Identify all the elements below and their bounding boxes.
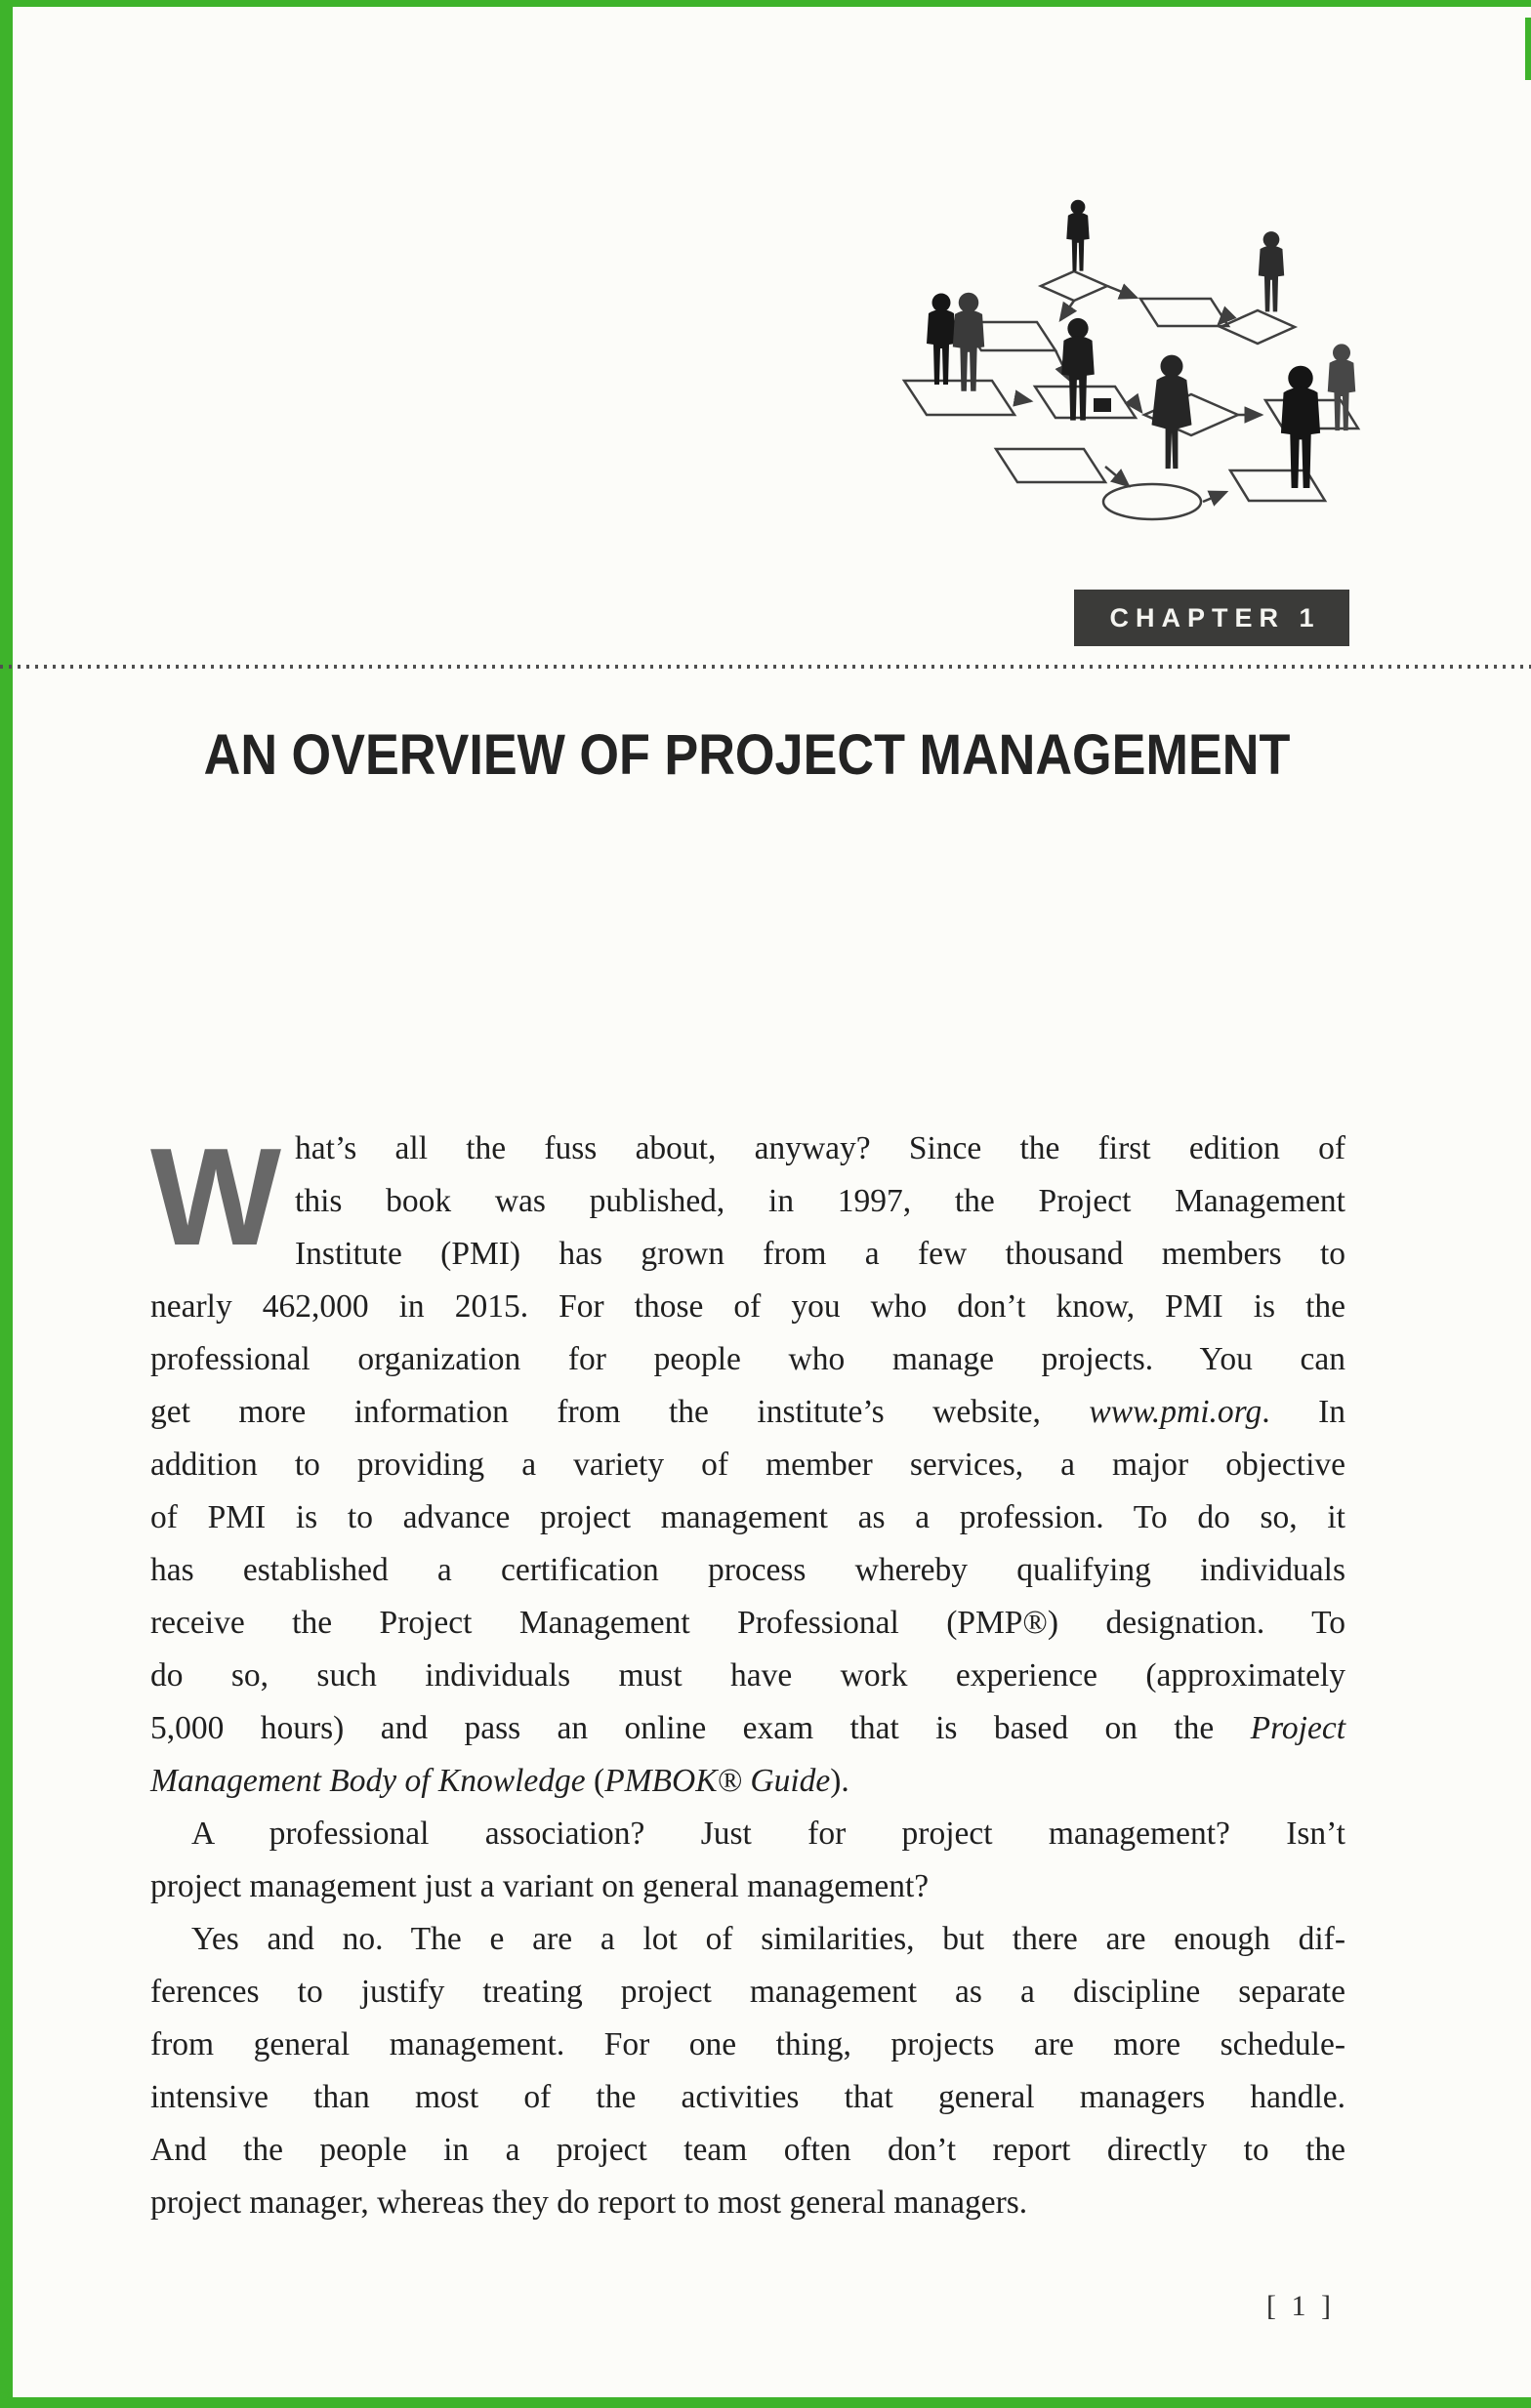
page-number: [ 1 ] <box>1266 2290 1335 2322</box>
text-line: hat’s all the fuss about, anyway? Since the first edition of <box>295 1130 1345 1166</box>
text-line <box>150 1755 1345 1808</box>
text-line: from general management. For one thing, projects are more schedule- <box>150 2026 1345 2062</box>
text-line: project management just a variant on general management? <box>150 1868 930 1904</box>
text-line: nearly 462,000 in 2015. For those of you who don’t know, PMI is the <box>150 1288 1345 1325</box>
scan-edge-left <box>0 0 13 2408</box>
scan-edge-right-tick <box>1525 18 1531 80</box>
text-segment-italic: www.pmi.org <box>1089 1394 1262 1430</box>
flowchart-people-illustration <box>848 178 1367 566</box>
text-line: Yes and no. The e are a lot of similarities, but there are enough dif- <box>191 1921 1345 1957</box>
briefcase-icon <box>1094 398 1111 412</box>
text-segment: ). <box>830 1763 849 1799</box>
text-line: receive the Project Management Professional (PMP®) designation. To <box>150 1605 1345 1641</box>
text-line: project manager, whereas they do report to most general managers. <box>150 2184 1028 2221</box>
people-silhouettes <box>927 200 1355 488</box>
text-segment: 5,000 hours) and pass an online exam that is based on the <box>150 1710 1251 1746</box>
text-line <box>150 1702 1345 1755</box>
text-line <box>150 1386 1345 1439</box>
text-line: intensive than most of the activities that general managers handle. <box>150 2079 1345 2115</box>
text-line: A professional association? Just for project management? Isn’t <box>191 1816 1345 1852</box>
text-line: addition to providing a variety of member services, a major objective <box>150 1447 1345 1483</box>
text-segment: ( <box>585 1763 605 1799</box>
text-line: Institute (PMI) has grown from a few thousand members to <box>295 1236 1345 1272</box>
chapter-label: CHAPTER 1 <box>1109 602 1321 633</box>
text-segment: get more information from the institute’s website, <box>150 1394 1090 1430</box>
text-line: has established a certification process whereby qualifying individuals <box>150 1552 1345 1588</box>
page-title: AN OVERVIEW OF PROJECT MANAGEMENT <box>203 723 1291 787</box>
dropcap: W <box>150 1120 282 1275</box>
text-segment-italic: PMBOK® Guide <box>604 1763 831 1799</box>
text-line: of PMI is to advance project management as a profession. To do so, it <box>150 1499 1345 1535</box>
text-segment: . In <box>1262 1394 1346 1430</box>
text-line: ferences to justify treating project management as a discipline separate <box>150 1974 1345 2010</box>
text-line: And the people in a project team often don’t report directly to the <box>150 2132 1345 2168</box>
text-segment-italic: Management Body of Knowledge <box>150 1763 586 1799</box>
scan-edge-bottom <box>0 2397 1531 2408</box>
text-line: this book was published, in 1997, the Project Management <box>295 1183 1345 1219</box>
body-text <box>150 1122 1345 2229</box>
text-segment-italic: Project <box>1250 1710 1345 1746</box>
dotted-divider <box>0 665 1531 669</box>
text-line: professional organization for people who manage projects. You can <box>150 1341 1345 1377</box>
chapter-bar <box>1074 590 1349 646</box>
scan-edge-top <box>0 0 1531 7</box>
text-line: do so, such individuals must have work experience (approximately <box>150 1657 1345 1694</box>
